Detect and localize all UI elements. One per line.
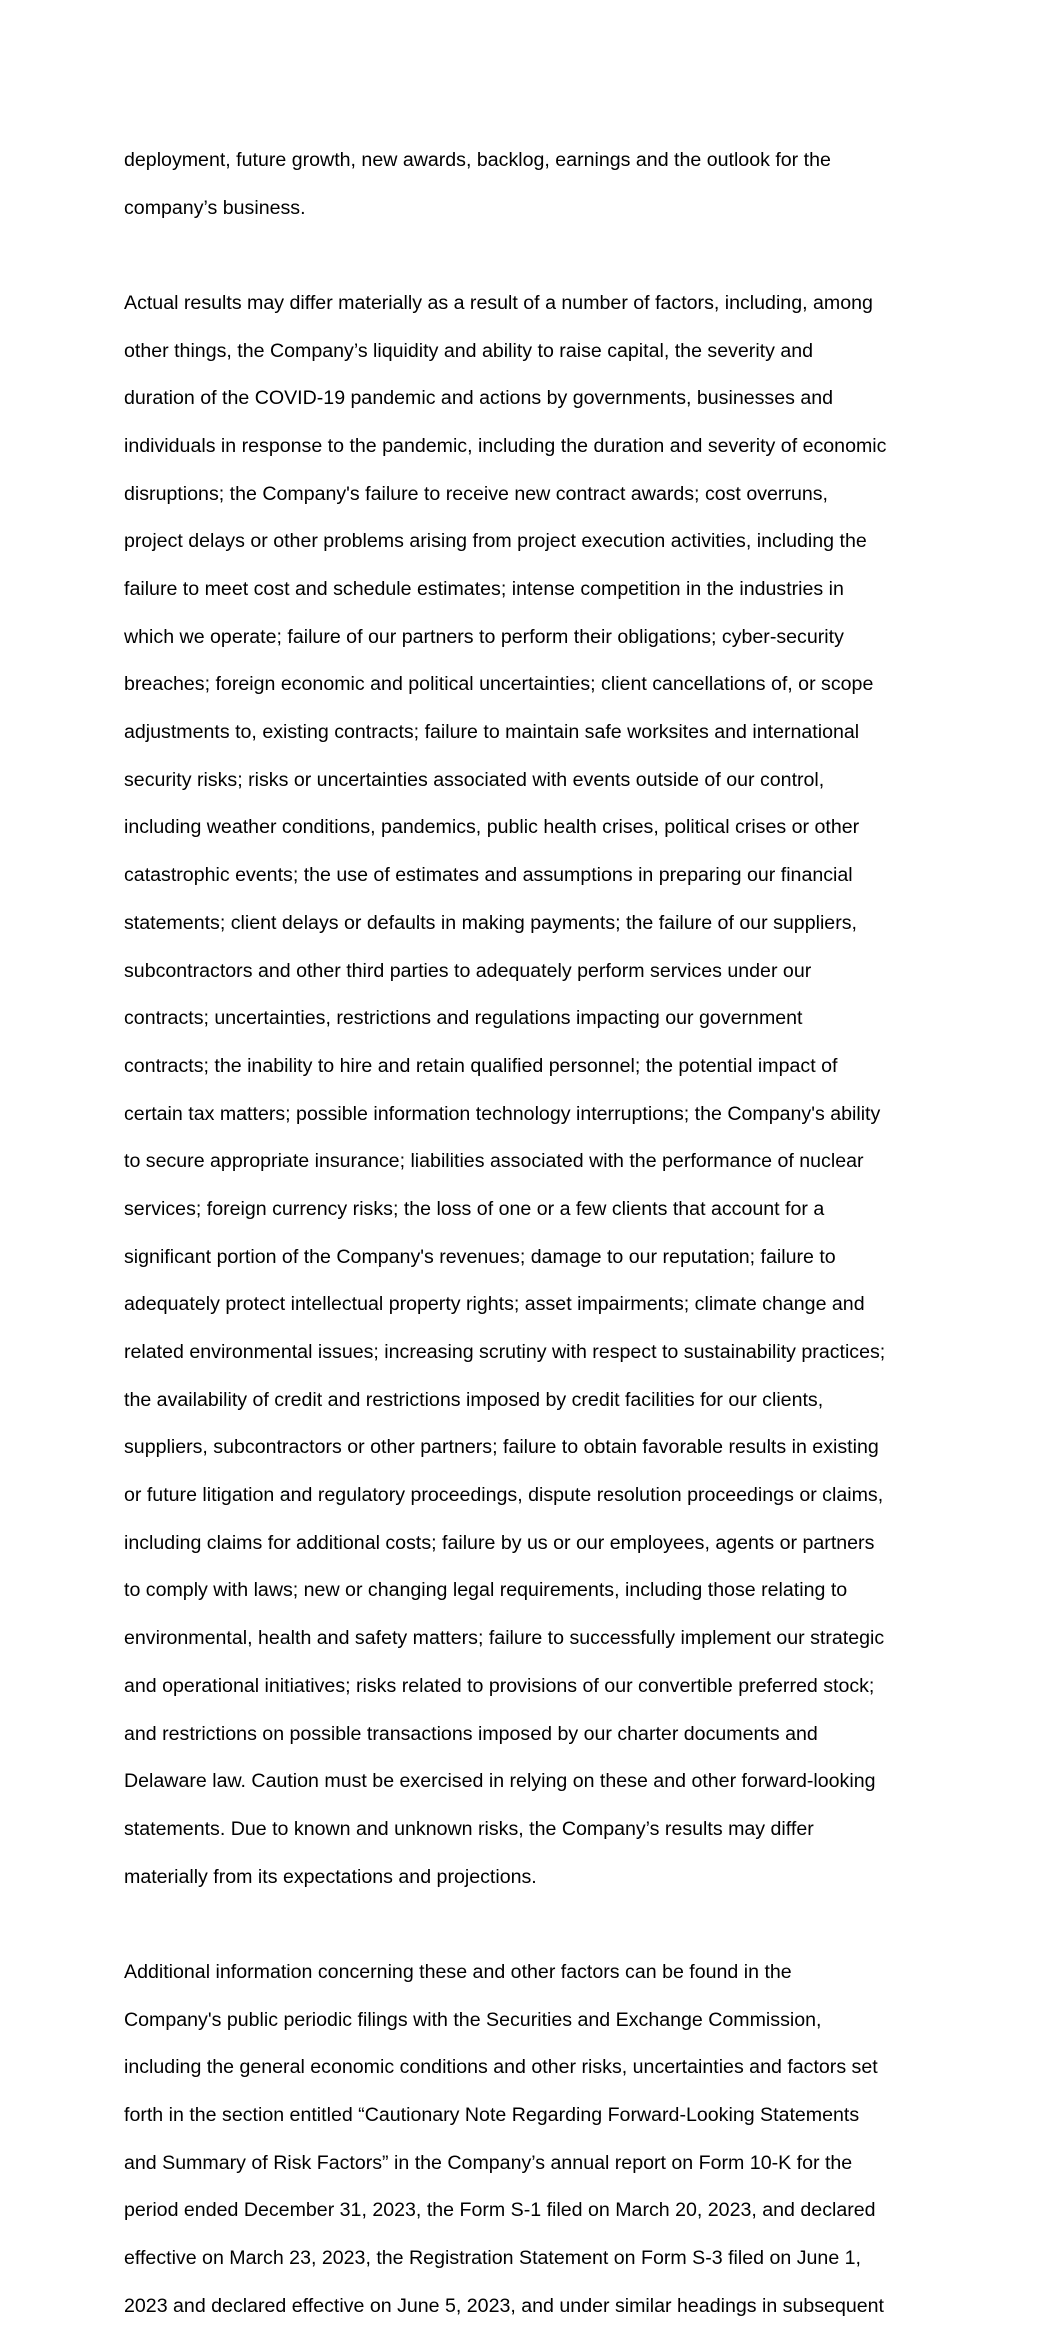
text-line: statements. Due to known and unknown risks, the Company’s results may differ: [124, 1817, 814, 1840]
text-line: adjustments to, existing contracts; failure to maintain safe worksites and international: [124, 721, 860, 744]
text-line: or future litigation and regulatory proceedings, dispute resolution proceedings or claims,: [124, 1484, 884, 1507]
text-line: period ended December 31, 2023, the Form S-1 filed on March 20, 2023, and declared: [124, 2199, 876, 2222]
text-line: certain tax matters; possible information technology interruptions; the Company's ability: [124, 1102, 881, 1125]
text-line: Actual results may differ materially as a result of a number of factors, including, among: [124, 291, 873, 314]
paragraph-additional-information: [124, 1937, 934, 2342]
text-line: the availability of credit and restrictions imposed by credit facilities for our clients,: [124, 1388, 824, 1411]
text-line: related environmental issues; increasing scrutiny with respect to sustainability practices;: [124, 1341, 886, 1364]
text-line: Company's public periodic filings with the Securities and Exchange Commission,: [124, 2008, 822, 2031]
text-line: including weather conditions, pandemics, public health crises, political crises or other: [124, 816, 860, 839]
text-line: environmental, health and safety matters; failure to successfully implement our strategic: [124, 1627, 885, 1650]
text-line: deployment, future growth, new awards, backlog, earnings and the outlook for the: [124, 148, 831, 171]
text-line: Additional information concerning these and other factors can be found in the: [124, 1960, 792, 1983]
text-line: individuals in response to the pandemic, including the duration and severity of economic: [124, 434, 887, 457]
text-line: contracts; uncertainties, restrictions and regulations impacting our government: [124, 1007, 803, 1030]
text-line: including claims for additional costs; failure by us or our employees, agents or partners: [124, 1531, 875, 1554]
text-line: to comply with laws; new or changing legal requirements, including those relating to: [124, 1579, 848, 1602]
text-line: company’s business.: [124, 196, 306, 219]
text-line: security risks; risks or uncertainties associated with events outside of our control,: [124, 768, 825, 791]
paragraph-outlook: [124, 125, 934, 244]
document-page: [124, 125, 934, 2342]
text-line: project delays or other problems arising from project execution activities, including the: [124, 530, 867, 553]
text-line: catastrophic events; the use of estimates and assumptions in preparing our financial: [124, 864, 853, 887]
text-line: and operational initiatives; risks related to provisions of our convertible preferred stock;: [124, 1674, 875, 1697]
text-line: and restrictions on possible transactions imposed by our charter documents and: [124, 1722, 818, 1745]
text-line: other things, the Company’s liquidity and ability to raise capital, the severity and: [124, 339, 814, 362]
text-line: subcontractors and other third parties to adequately perform services under our: [124, 959, 812, 982]
text-line: statements; client delays or defaults in making payments; the failure of our suppliers,: [124, 911, 857, 934]
paragraph-risk-factors: [124, 268, 934, 1913]
text-line: adequately protect intellectual property rights; asset impairments; climate change and: [124, 1293, 865, 1316]
text-line: 2023 and declared effective on June 5, 2023, and under similar headings in subsequent: [124, 2294, 884, 2317]
text-line: failure to meet cost and schedule estimates; intense competition in the industries in: [124, 578, 844, 601]
text-line: suppliers, subcontractors or other partners; failure to obtain favorable results in existing: [124, 1436, 879, 1459]
text-line: disruptions; the Company's failure to receive new contract awards; cost overruns,: [124, 482, 828, 505]
text-line: to secure appropriate insurance; liabilities associated with the performance of nuclear: [124, 1150, 864, 1173]
text-line: materially from its expectations and projections.: [124, 1865, 537, 1888]
text-line: significant portion of the Company's revenues; damage to our reputation; failure to: [124, 1245, 836, 1268]
text-line: duration of the COVID-19 pandemic and actions by governments, businesses and: [124, 387, 834, 410]
text-line: effective on March 23, 2023, the Registration Statement on Form S-3 filed on June 1,: [124, 2247, 861, 2270]
text-line: Delaware law. Caution must be exercised in relying on these and other forward-looking: [124, 1770, 876, 1793]
text-line: breaches; foreign economic and political uncertainties; client cancellations of, or scope: [124, 673, 874, 696]
text-line: which we operate; failure of our partners to perform their obligations; cyber-security: [124, 625, 844, 648]
text-line: services; foreign currency risks; the loss of one or a few clients that account for a: [124, 1197, 825, 1220]
text-line: and Summary of Risk Factors” in the Company’s annual report on Form 10-K for the: [124, 2151, 853, 2174]
text-line: contracts; the inability to hire and retain qualified personnel; the potential impact of: [124, 1054, 838, 1077]
text-line: forth in the section entitled “Cautionary Note Regarding Forward-Looking Statements: [124, 2104, 860, 2127]
text-line: including the general economic conditions and other risks, uncertainties and factors set: [124, 2056, 878, 2079]
